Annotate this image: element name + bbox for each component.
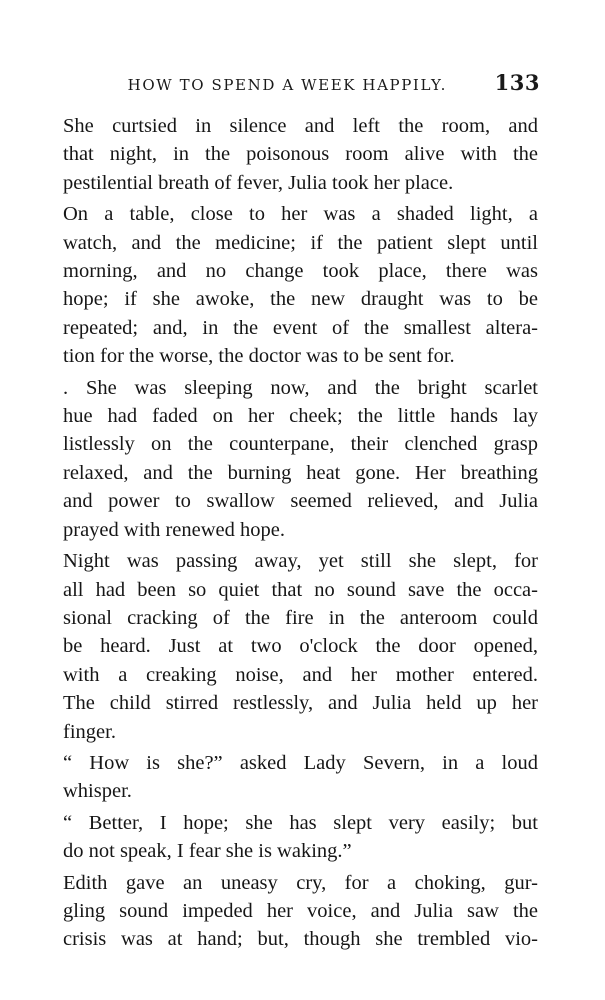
page-header	[62, 70, 540, 100]
text-line: prayed with renewed hope.	[63, 518, 285, 541]
text-line: On a table, close to her was a shaded light, a	[63, 203, 538, 226]
text-line: “ Better, I hope; she has slept very easily; but	[63, 811, 538, 834]
text-line: The child stirred restlessly, and Julia held up her	[63, 692, 538, 715]
text-line: gling sound impeded her voice, and Julia saw the	[63, 899, 538, 922]
text-line: with a creaking noise, and her mother entered.	[63, 663, 538, 686]
paragraph	[63, 200, 538, 370]
text-line: “ How is she?” asked Lady Severn, in a loud	[63, 751, 538, 774]
text-line: hope; if she awoke, the new draught was to be	[63, 288, 538, 311]
text-line: do not speak, I fear she is waking.”	[63, 840, 352, 863]
text-line: repeated; and, in the event of the smallest altera-	[63, 316, 538, 339]
text-line: be heard. Just at two o'clock the door opened,	[63, 635, 538, 658]
paragraph	[63, 547, 538, 746]
text-line: finger.	[63, 720, 116, 743]
text-line: . She was sleeping now, and the bright scarlet	[63, 376, 538, 399]
paragraph	[63, 112, 538, 197]
text-line: and power to swallow seemed relieved, and Julia	[63, 490, 538, 513]
text-line: crisis was at hand; but, though she trembled vio-	[63, 928, 538, 951]
page-number: 133	[494, 70, 540, 95]
text-line: She curtsied in silence and left the room, and	[63, 115, 538, 137]
text-line: Night was passing away, yet still she slept, for	[63, 550, 538, 573]
text-line: sional cracking of the fire in the anteroom could	[63, 606, 538, 629]
text-line: Edith gave an uneasy cry, for a choking, gur-	[63, 871, 538, 894]
text-line: all had been so quiet that no sound save the occa-	[63, 578, 538, 601]
paragraph	[63, 749, 538, 806]
text-line: whisper.	[63, 780, 132, 803]
text-line: tion for the worse, the doctor was to be sent for.	[63, 345, 455, 368]
text-line: that night, in the poisonous room alive with the	[63, 143, 538, 166]
paragraph	[63, 809, 538, 866]
text-line: pestilential breath of fever, Julia took her place.	[63, 171, 454, 194]
text-line: listlessly on the counterpane, their clenched grasp	[63, 433, 538, 456]
text-line: watch, and the medicine; if the patient slept until	[63, 231, 538, 254]
running-head: HOW TO SPEND A WEEK HAPPILY.	[127, 76, 447, 94]
body-text	[63, 112, 538, 957]
text-line: relaxed, and the burning heat gone. Her breathing	[63, 461, 538, 484]
paragraph	[63, 374, 538, 544]
text-line: morning, and no change took place, there was	[63, 260, 538, 283]
paragraph	[63, 869, 538, 954]
text-line: hue had faded on her cheek; the little hands lay	[63, 405, 538, 428]
